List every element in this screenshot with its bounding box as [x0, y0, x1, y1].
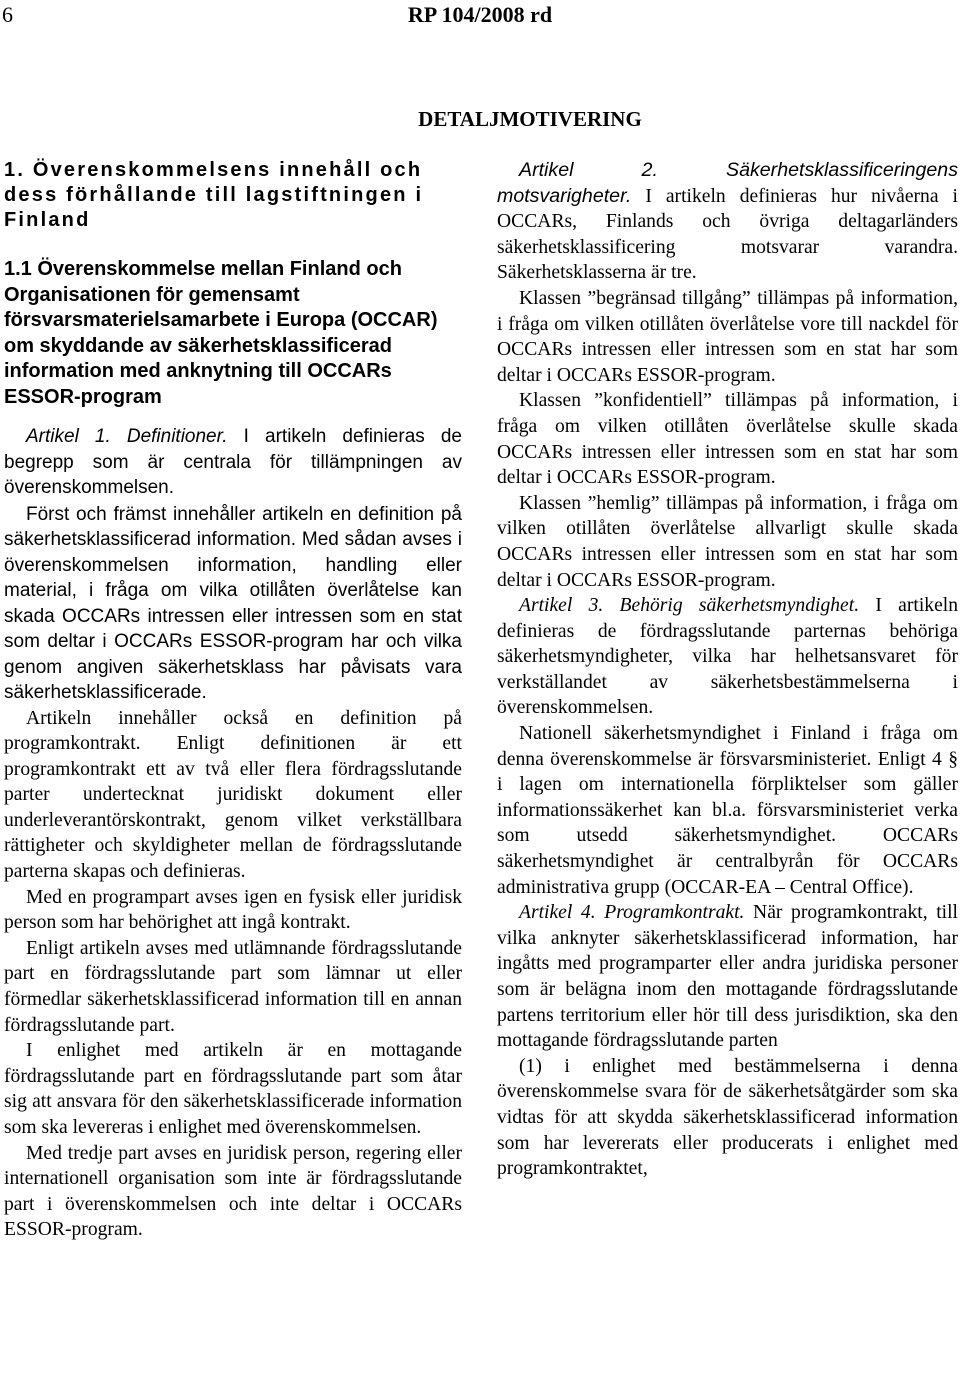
left-paragraph-6: Med tredje part avses en juridisk person, regering eller internationell organisation som inte är fördragsslutande part i överenskommelsen och inte deltar i OCCARs ESSOR-program.: [4, 1142, 462, 1241]
right-paragraph-2: Klassen ”konfidentiell” tillämpas på information, i fråga om vilken otillåten överlåtelse skulle skada OCCARs intressen eller intressen som en stat har som deltar i OCCARs ESSOR-program.: [497, 390, 958, 489]
right-paragraph-3: Klassen ”hemlig” tillämpas på information, i fråga om vilken otillåten överlåtelse allvarligt skulle skada OCCARs intressen eller intressen som en stat har som deltar i OCCARs ESSOR-program.: [497, 492, 958, 591]
article-2-text: I artikeln definieras hur nivåerna i OCCARs, Finlands och övriga deltagarländers säkerhetsklassificering motsvarar varandra. Säkerhetsklasserna är tre.: [497, 185, 958, 284]
left-paragraph-3: Med en programpart avses igen en fysisk eller juridisk person som har behörighet att ingå kontrakt.: [4, 886, 462, 934]
article-2-paragraph: [497, 158, 958, 286]
article-3-text: I artikeln definieras de fördragsslutande parternas behöriga säkerhetsmyndigheter, vilka har helhetsansvaret för verkställandet av säkerhetsbestämmelserna i överenskommelsen.: [497, 595, 959, 719]
page-number: 6: [2, 2, 13, 27]
left-paragraph-1: Först och främst innehåller artikeln en definition på säkerhetsklassificerad information. Med sådan avses i överenskommelsen information, handling eller material, i fråga om vilka otillåten överlåtelse kan skada OCCARs intressen eller intressen som en stat som deltar i OCCARs ESSOR-program har och vilka genom angiven säkerhetsklass har påvisats vara säkerhetsklassificerade.: [4, 503, 462, 703]
left-paragraph-4: Enligt artikeln avses med utlämnande fördragsslutande part en fördragsslutande part som lämnar ut eller förmedlar säkerhetsklassificerad information till en annan fördragsslutande part.: [4, 937, 462, 1036]
left-paragraph-2: Artikeln innehåller också en definition på programkontrakt. Enligt definitionen är ett programkontrakt ett av två eller flera fördragsslutande parter undertecknat juridiskt dokument eller underleverantörskontrakt, genom vilket verkställbara rättigheter och skyldigheter mellan de fördragsslutande parterna skapas och definieras.: [4, 707, 462, 883]
right-column: [497, 158, 958, 1182]
right-paragraph-1: Klassen ”begränsad tillgång” tillämpas på information, i fråga om vilken otillåten överlåtelse vore till nackdel för OCCARs intressen eller intressen som en stat har som deltar i OCCARs ESSOR-program.: [497, 287, 958, 386]
right-paragraph-5: (1) i enlighet med bestämmelserna i denna överenskommelse svara för de säkerhetsåtgärder som ska vidtas för att skydda säkerhetsklassificerad information som har levererats eller producerats i enlighet med programkontraktet,: [497, 1055, 958, 1180]
left-column: [4, 158, 462, 1243]
right-paragraph-4: Nationell säkerhetsmyndighet i Finland i fråga om denna överenskommelse är försvarsministeriet. Enligt 4 § i lagen om internationella förpliktelser som gäller informationssäkerhet kan bl.a. försvarsministeriet verka som utsedd säkerhetsmyndighet. OCCARs säkerhetsmyndighet är centralbyrån för OCCARs administrativa grupp (OCCAR-EA – Central Office).: [497, 723, 958, 898]
article-4-paragraph: [497, 900, 958, 1054]
article-2-label: Artikel 2. Säkerhetsklassificeringens motsvarigheter.: [497, 159, 958, 207]
article-1-label: Artikel 1. Definitioner.: [26, 426, 228, 447]
article-3-label: Artikel 3. Behörig säkerhetsmyndighet.: [519, 595, 860, 617]
left-paragraph-5: I enlighet med artikeln är en mottagande fördragsslutande part en fördragsslutande part som åtar sig att ansvara för den säkerhetsklassificerade information som ska levereras i enlighet med överenskommelsen.: [4, 1040, 462, 1138]
article-1-text: I artikeln definieras de begrepp som är centrala för tillämpningen av överenskommelsen.: [4, 426, 462, 498]
article-3-paragraph: [497, 593, 958, 721]
article-4-text: När programkontrakt, till vilka anknyter säkerhetsklassificerad information, har ingåtts med programparter eller andra juridiska personer som är belägna inom den mottagande fördragsslutande partens territorium eller hör till dess jurisdiktion, ska den mottagande fördragsslutande parten: [497, 902, 958, 1052]
document-id: RP 104/2008 rd: [407, 2, 553, 27]
subsection-heading: 1.1 Överenskommelse mellan Finland och Organisationen för gemensamt försvarsmaterielsamarbete i Europa (OCCAR) om skyddande av säkerhetsklassificerad information med anknytning till OCCARs ESSOR-program: [4, 258, 438, 408]
chapter-heading: 1. Överenskommelsens innehåll och dess förhållande till lagstiftningen i Finland: [4, 159, 424, 231]
section-title: DETALJMOTIVERING: [418, 107, 642, 131]
article-4-label: Artikel 4. Programkontrakt.: [519, 902, 745, 924]
article-1-paragraph: [4, 424, 462, 501]
